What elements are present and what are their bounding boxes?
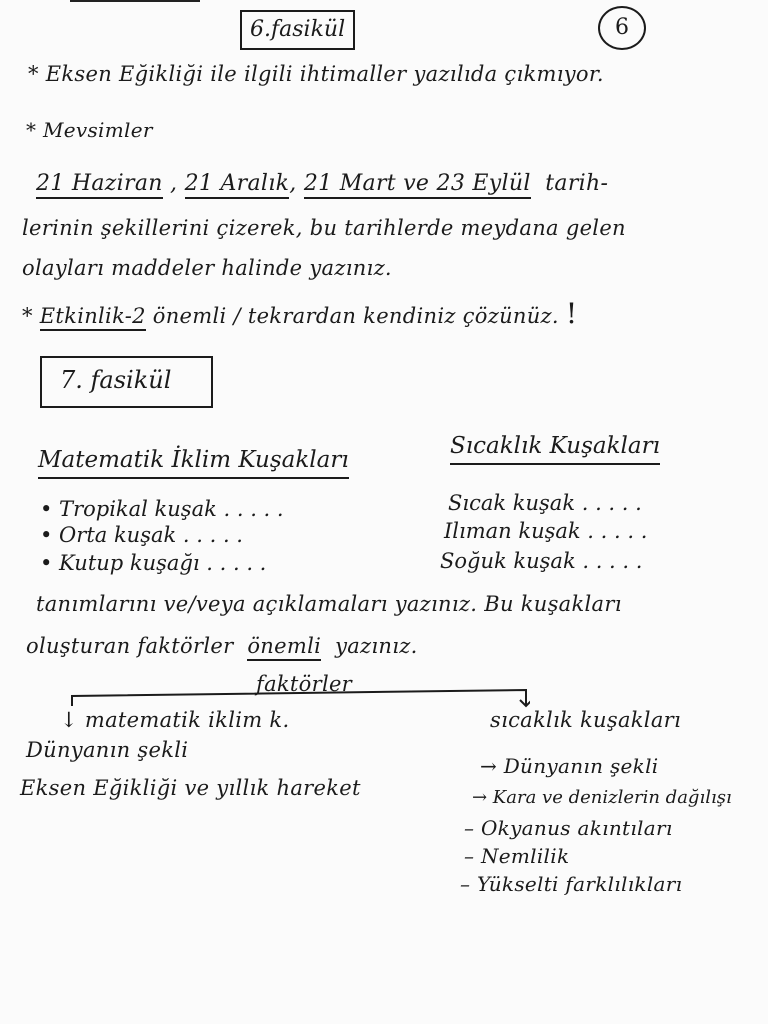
page-number: 6 (615, 15, 629, 40)
dates-line (36, 172, 608, 196)
factor-left-item: Dünyanın şekli (26, 738, 189, 762)
date-separator: , (170, 171, 178, 196)
temp-zone-item: Soğuk kuşak . . . . . (440, 549, 643, 573)
definitions-instruction: tanımlarını ve/veya açıklamaları yazınız. Bu kuşakları (36, 592, 622, 616)
factors-instruction-post: yazınız. (335, 634, 418, 658)
instruction-line-2: lerinin şekillerini çizerek, bu tarihlerde meydana gelen (22, 216, 626, 240)
factors-right-heading: sıcaklık kuşakları (490, 708, 681, 732)
date-separator: , (289, 171, 297, 196)
date-march-september: 21 Mart ve 23 Eylül (304, 171, 531, 199)
temp-zone-item: Ilıman kuşak . . . . . (444, 519, 648, 543)
fasikul-6-box (240, 10, 355, 50)
math-zone-item: • Tropikal kuşak . . . . . (40, 497, 284, 521)
activity-rest: önemli / tekrardan kendiniz çözünüz. (152, 304, 559, 328)
factor-right-item: – Yükselti farklılıkları (460, 872, 683, 896)
factors-title: faktörler (256, 672, 353, 696)
activity-name: Etkinlik-2 (40, 304, 146, 331)
date-june: 21 Haziran (36, 171, 163, 199)
date-december: 21 Aralık (185, 171, 290, 199)
dates-rest: tarih- (545, 171, 609, 196)
factors-left-heading: ↓ matematik iklim k. (60, 708, 290, 732)
page-number-circle (598, 6, 646, 50)
factor-right-item: – Nemlilik (464, 844, 570, 868)
factor-right-item: → Kara ve denizlerin dağılışı (472, 787, 732, 808)
activity-line (22, 297, 578, 330)
fasikul-7-label: 7. fasikül (60, 366, 172, 394)
factors-instruction-pre: oluşturan faktörler (26, 634, 234, 658)
math-zone-item: • Orta kuşak . . . . . (40, 523, 243, 547)
factors-instruction (26, 634, 418, 658)
temperature-zones-heading: Sıcaklık Kuşakları (450, 432, 660, 465)
note-axial-tilt: * Eksen Eğikliği ile ilgili ihtimaller yazılıda çıkmıyor. (28, 62, 604, 86)
instruction-line-3: olayları maddeler halinde yazınız. (22, 256, 392, 280)
activity-star: * (22, 304, 33, 328)
temp-zone-item: Sıcak kuşak . . . . . (448, 491, 642, 515)
factors-bracket (70, 686, 530, 708)
math-climate-zones-heading: Matematik İklim Kuşakları (38, 446, 349, 479)
important-word: önemli (247, 634, 321, 661)
math-zone-item: • Kutup kuşağı . . . . . (40, 551, 267, 575)
activity-exclamation: ! (565, 297, 578, 330)
fasikul-6-label: 6.fasikül (250, 17, 346, 42)
fasikul-7-box (40, 356, 213, 408)
factor-right-item: → Dünyanın şekli (480, 754, 659, 778)
note-seasons: * Mevsimler (26, 118, 153, 142)
top-edge-line (70, 0, 200, 2)
factor-left-item: Eksen Eğikliği ve yıllık hareket (20, 776, 361, 800)
factor-right-item: – Okyanus akıntıları (464, 816, 673, 840)
